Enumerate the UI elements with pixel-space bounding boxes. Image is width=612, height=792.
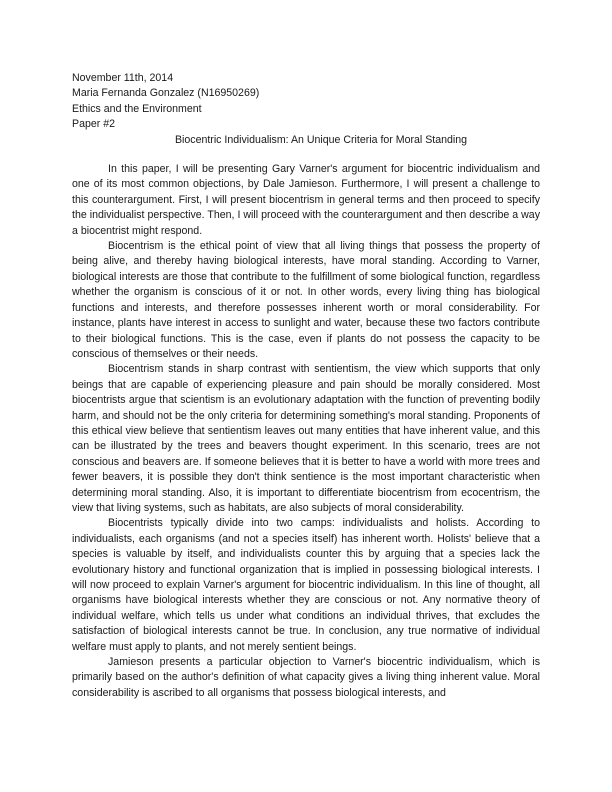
- header-author: Maria Fernanda Gonzalez (N16950269): [72, 87, 260, 100]
- document-page: [72, 71, 540, 701]
- paragraph-jamieson-objection: Jamieson presents a particular objection to Varner's biocentric individualism, which is primarily based on the author's definition of what capacity gives a living thing inherent value. Moral considerability is ascribed to all organisms that possess biological interests, and: [72, 656, 540, 699]
- header-course: Ethics and the Environment: [72, 102, 202, 115]
- paper-title: Biocentric Individualism: An Unique Criteria for Moral Standing: [174, 133, 468, 146]
- paragraph-sentientism: Biocentrism stands in sharp contrast with sentientism, the view which supports that only beings that are capable of experiencing pleasure and pain should be morally considered. Most biocentrists argue that scientism is an evolutionary adaptation with the function of preventing bodily harm, and should not be the only criteria for determining something's moral standing. Proponents of this ethical view believe that sentientism leaves out many entities that have inherent value, and this can be illustrated by the trees and beavers thought experiment. In this scenario, trees are not conscious and beavers are. If someone believes that it is better to have a world with more trees and fewer beavers, it is possible they don't think sentience is the most important characteristic when determining moral standing. Also, it is important to differentiate biocentrism from ecocentrism, the view that living systems, such as habitats, are also subjects of moral considerability.: [72, 363, 540, 514]
- header-date: November 11th, 2014: [72, 72, 174, 84]
- paragraph-biocentrism: Biocentrism is the ethical point of view that all living things that possess the property of being alive, and thereby having biological interests, have moral standing. According to Varner, biological interests are those that contribute to the fulfillment of some biological function, regardless whether the organism is conscious of it or not. In other words, every living thing has biological functions and interests, and therefore possesses inherent worth or moral considerability. For instance, plants have interest in access to sunlight and water, because these two factors contribute to their biological functions. This is the case, even if plants do not possess the capacity to be conscious of themselves or their needs.: [72, 240, 540, 360]
- paragraph-intro: In this paper, I will be presenting Gary Varner's argument for biocentric individualism and one of its most common objections, by Dale Jamieson. Furthermore, I will present a challenge to this counterargument. First, I will present biocentrism in general terms and then proceed to specify the individualist perspective. Then, I will proceed with the counterargument and then describe a way a biocentrist might respond.: [72, 163, 540, 237]
- paragraph-individualists-holists: Biocentrists typically divide into two camps: individualists and holists. According to individualists, each organisms (and not a species itself) has inherent worth. Holists' believe that a species is valuable by itself, and individualists counter this by arguing that a species lack the evolutionary history and functional organization that is implied in possessing biological interests. I will now proceed to explain Varner's argument for biocentric individualism. In this line of thought, all organisms have biological interests whether they are conscious or not. Any normative theory of individual welfare, which tells us under what conditions an individual thrives, that excludes the satisfaction of biological interests cannot be true. In conclusion, any true normative of individual welfare must apply to plants, and not merely sentient beings.: [72, 517, 540, 653]
- header-assignment: Paper #2: [72, 118, 115, 131]
